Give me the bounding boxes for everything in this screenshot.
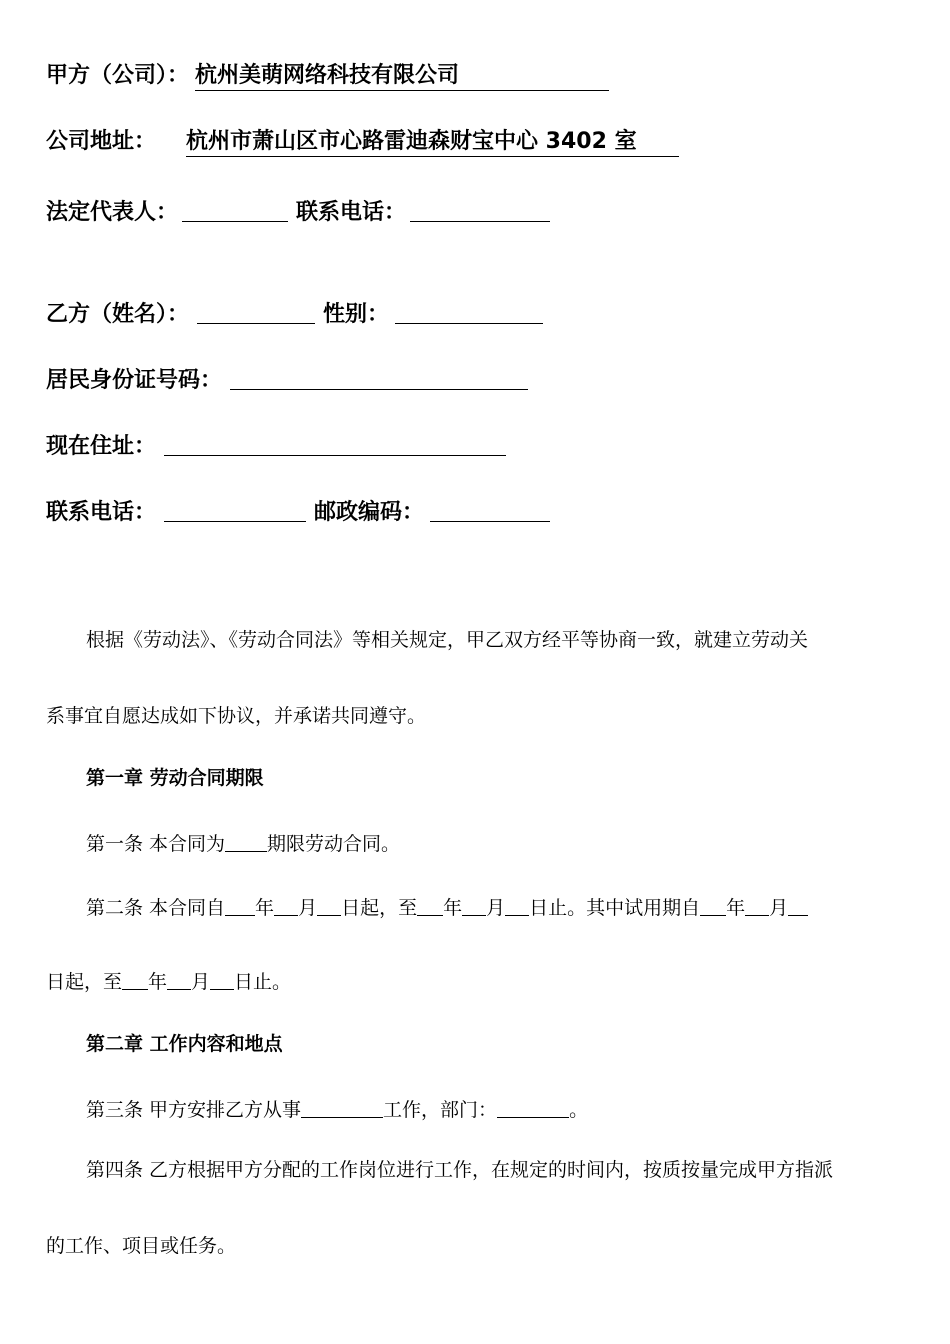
article-2-line-2 — [46, 967, 291, 995]
probation-start-month-blank[interactable] — [745, 895, 769, 916]
rep-blank[interactable] — [182, 197, 288, 222]
party-b-name-line — [46, 296, 543, 329]
article-2-text: 第二条 本合同自 — [86, 897, 226, 919]
party-a-address-line — [46, 128, 679, 157]
year-text: 年 — [255, 897, 275, 919]
party-a-phone-label: 联系电话： — [296, 200, 407, 225]
month-text: 月 — [191, 971, 211, 993]
day-from-text: 日起，至 — [341, 897, 418, 919]
party-b-address-line — [46, 428, 506, 461]
probation-end-day-blank[interactable] — [210, 969, 234, 990]
id-label: 居民身份证号码： — [46, 368, 223, 393]
article-3-text-b: 工作，部门： — [383, 1099, 498, 1121]
start-month-blank[interactable] — [274, 895, 298, 916]
address-label: 公司地址： — [46, 129, 157, 154]
article-3-text-a: 第三条 甲方安排乙方从事 — [86, 1099, 302, 1121]
party-b-phone-line — [46, 494, 550, 527]
article-1-text-a: 第一条 本合同为 — [86, 833, 226, 855]
probation-end-month-blank[interactable] — [167, 969, 191, 990]
gender-blank[interactable] — [395, 299, 543, 324]
article-3 — [86, 1095, 588, 1123]
contract-type-blank[interactable] — [225, 831, 267, 852]
month-text: 月 — [769, 897, 789, 919]
article-4-line-1: 第四条 乙方根据甲方分配的工作岗位进行工作，在规定的时间内，按质按量完成甲方指派 — [86, 1159, 834, 1181]
article-1 — [86, 829, 400, 857]
id-blank[interactable] — [230, 365, 528, 390]
chapter-2-title: 第二章 工作内容和地点 — [86, 1033, 283, 1055]
start-year-blank[interactable] — [225, 895, 255, 916]
day-from-text: 日起，至 — [46, 971, 123, 993]
party-b-name-label: 乙方（姓名）： — [46, 302, 190, 327]
department-blank[interactable] — [497, 1097, 569, 1118]
article-2-line-1 — [86, 893, 808, 921]
party-b-phone-blank[interactable] — [164, 497, 306, 522]
chapter-1-title: 第一章 劳动合同期限 — [86, 767, 264, 789]
end-day-blank[interactable] — [505, 895, 529, 916]
gender-label: 性别： — [323, 302, 390, 327]
rep-label: 法定代表人： — [46, 200, 179, 225]
month-text: 月 — [486, 897, 506, 919]
party-b-address-blank[interactable] — [164, 431, 506, 456]
end-year-blank[interactable] — [417, 895, 443, 916]
probation-end-year-blank[interactable] — [122, 969, 148, 990]
party-b-id-line — [46, 362, 528, 395]
postcode-label: 邮政编码： — [314, 500, 425, 525]
party-a-label: 甲方（公司）： — [46, 63, 190, 88]
party-a-line — [46, 62, 609, 91]
article-1-text-b: 期限劳动合同。 — [267, 833, 401, 855]
end-month-blank[interactable] — [462, 895, 486, 916]
party-b-address-label: 现在住址： — [46, 434, 157, 459]
start-day-blank[interactable] — [317, 895, 341, 916]
year-text: 年 — [726, 897, 746, 919]
month-text: 月 — [298, 897, 318, 919]
day-end-text: 日止。其中试用期自 — [529, 897, 701, 919]
day-end-text: 日止。 — [234, 971, 292, 993]
party-a-address: 杭州市萧山区市心路雷迪森财宝中心 3402 室 — [186, 128, 679, 157]
year-text: 年 — [148, 971, 168, 993]
article-3-text-c: 。 — [569, 1099, 589, 1121]
party-a-name: 杭州美萌网络科技有限公司 — [195, 62, 609, 91]
job-blank[interactable] — [301, 1097, 383, 1118]
party-a-rep-line — [46, 194, 550, 227]
party-b-phone-label: 联系电话： — [46, 500, 157, 525]
party-b-name-blank[interactable] — [197, 299, 315, 324]
intro-line-2: 系事宜自愿达成如下协议，并承诺共同遵守。 — [46, 705, 427, 727]
party-a-phone-blank[interactable] — [410, 197, 550, 222]
probation-start-day-blank[interactable] — [788, 895, 808, 916]
probation-start-year-blank[interactable] — [700, 895, 726, 916]
article-4-line-2: 的工作、项目或任务。 — [46, 1235, 237, 1257]
postcode-blank[interactable] — [430, 497, 550, 522]
year-text: 年 — [443, 897, 463, 919]
intro-line-1: 根据《劳动法》、《劳动合同法》等相关规定，甲乙双方经平等协商一致，就建立劳动关 — [86, 629, 809, 651]
